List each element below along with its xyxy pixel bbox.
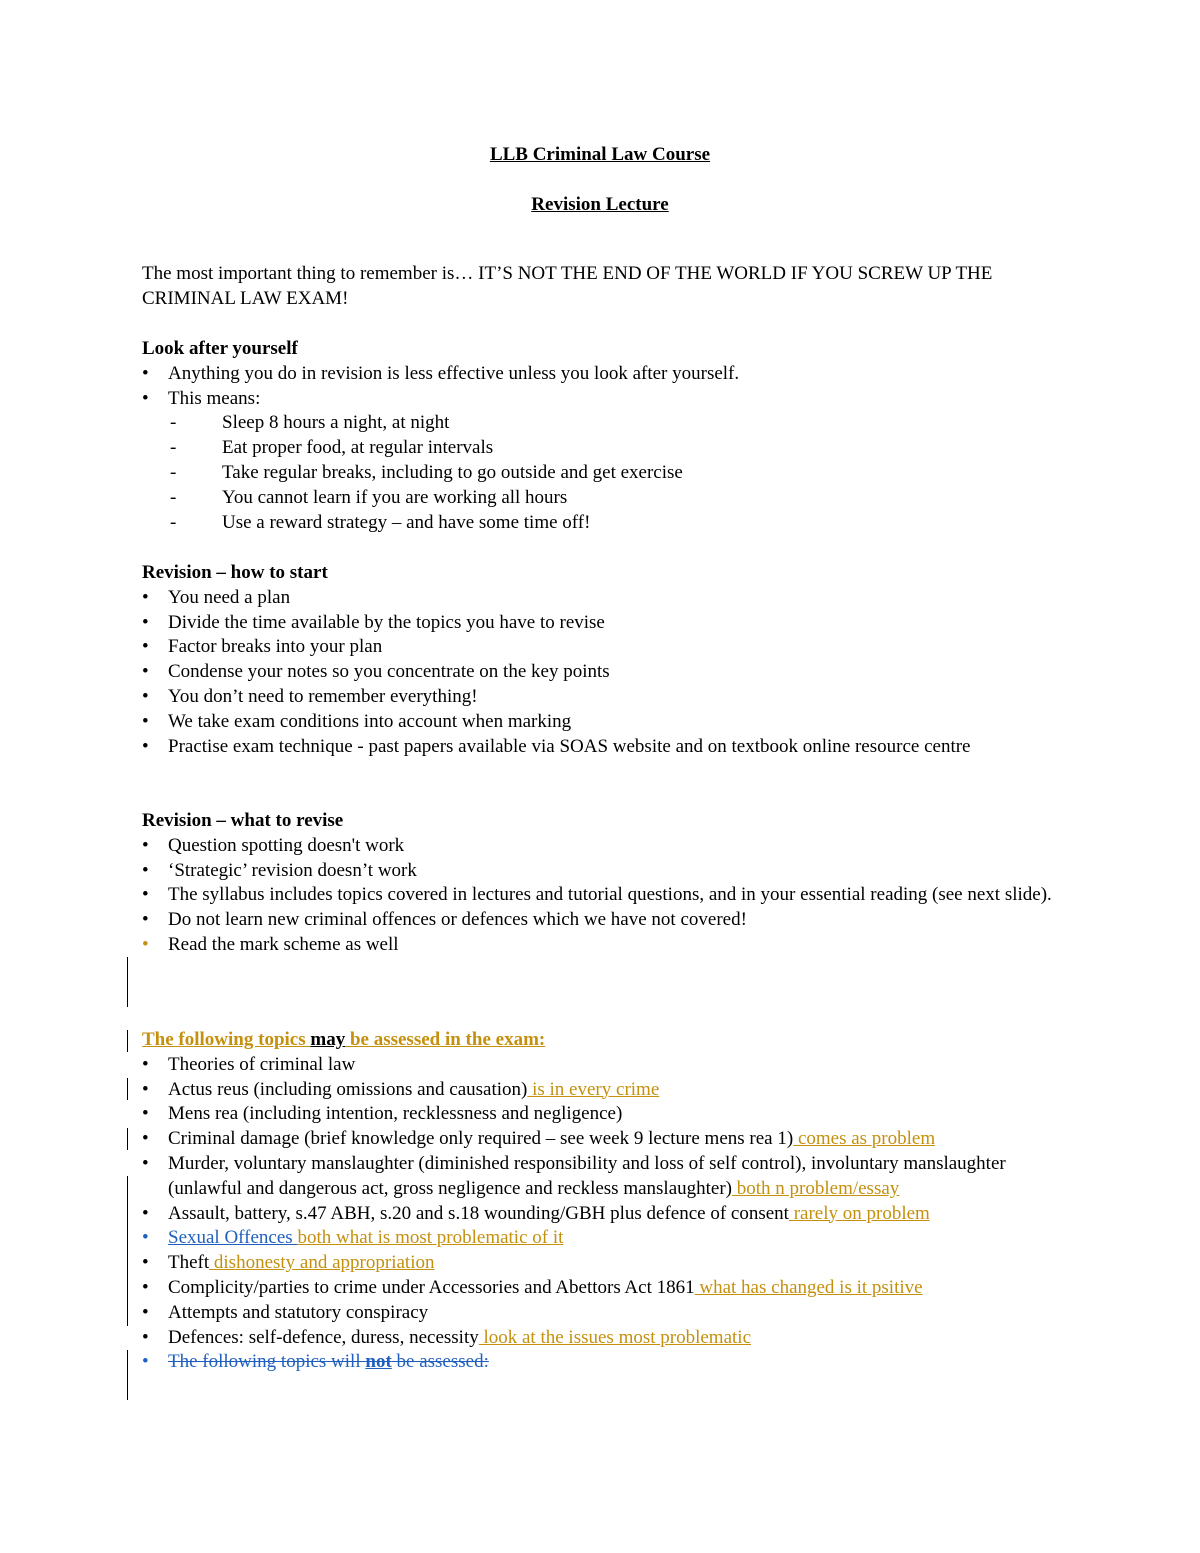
change-bar: [127, 957, 128, 1007]
list-item: • This means:: [142, 387, 1062, 412]
topics-heading-may: may: [310, 1029, 346, 1050]
bullet-list: [142, 362, 1062, 412]
topics-list: [142, 1053, 1062, 1375]
list-item: • Practise exam technique - past papers available via SOAS website and on textbook online resource centre: [142, 735, 1062, 760]
list-item: • Question spotting doesn't work: [142, 834, 1062, 859]
list-item: - Take regular breaks, including to go outside and get exercise: [142, 461, 1062, 486]
topic-item: • Attempts and statutory conspiracy: [142, 1301, 1062, 1326]
topic-item: • Defences: self-defence, duress, necessity look at the issues most problematic: [142, 1326, 1062, 1351]
tracked-comment: look at the issues most problematic: [478, 1326, 752, 1348]
list-item: • Divide the time available by the topics you have to revise: [142, 611, 1062, 636]
topic-item-struck: • The following topics will not be assessed:: [142, 1350, 1062, 1375]
change-bar: [127, 1030, 128, 1052]
list-item: • Condense your notes so you concentrate on the key points: [142, 660, 1062, 685]
tracked-comment: is in every crime: [527, 1078, 660, 1100]
tracked-comment: dishonesty and appropriation: [209, 1252, 435, 1274]
list-item: • We take exam conditions into account when marking: [142, 710, 1062, 735]
section-look-after: [142, 337, 1062, 535]
document-subtitle: Revision Lecture: [531, 194, 669, 215]
topic-item: • Mens rea (including intention, recklessness and negligence): [142, 1102, 1062, 1127]
list-item: - Use a reward strategy – and have some time off!: [142, 511, 1062, 536]
section-topics: [142, 1028, 1062, 1375]
dash-list: [142, 411, 1062, 535]
document-title: LLB Criminal Law Course: [489, 144, 711, 165]
tracked-comment: both n problem/essay: [732, 1177, 900, 1199]
bullet-list: [142, 586, 1062, 760]
topic-item: • Theories of criminal law: [142, 1053, 1062, 1078]
list-item: • You need a plan: [142, 586, 1062, 611]
topic-item: • Criminal damage (brief knowledge only required – see week 9 lecture mens rea 1) comes as problem: [142, 1127, 1062, 1152]
change-bar: [127, 1128, 128, 1150]
topics-heading: [142, 1028, 1062, 1053]
section-heading: Revision – what to revise: [142, 810, 344, 831]
change-bar: [127, 1176, 128, 1326]
topic-item: • Complicity/parties to crime under Accessories and Abettors Act 1861 what has changed is it psitive: [142, 1276, 1062, 1301]
topic-item: • Murder, voluntary manslaughter (diminished responsibility and loss of self control), involuntary manslaughter (unlawful and dangerous act, gross negligence and reckless manslaughter) both n problem/essay: [142, 1152, 1062, 1202]
list-item: • Read the mark scheme as well: [142, 933, 1062, 958]
list-item: • ‘Strategic’ revision doesn’t work: [142, 859, 1062, 884]
tracked-comment: both what is most problematic of it: [297, 1227, 564, 1249]
list-item: • You don’t need to remember everything!: [142, 685, 1062, 710]
topic-item: • Assault, battery, s.47 ABH, s.20 and s.18 wounding/GBH plus defence of consent rarely on problem: [142, 1202, 1062, 1227]
list-item: - You cannot learn if you are working all hours: [142, 486, 1062, 511]
topics-heading-part1: The following topics: [142, 1029, 311, 1050]
topics-heading-part2: be assessed in the exam:: [345, 1029, 546, 1050]
bullet-list: [142, 834, 1062, 958]
list-item: • Do not learn new criminal offences or defences which we have not covered!: [142, 908, 1062, 933]
change-bar: [127, 1350, 128, 1400]
topic-item-sexual-offences: • Sexual Offences both what is most problematic of it: [142, 1226, 1062, 1251]
list-item: - Eat proper food, at regular intervals: [142, 436, 1062, 461]
list-item: - Sleep 8 hours a night, at night: [142, 411, 1062, 436]
list-item: • Anything you do in revision is less effective unless you look after yourself.: [142, 362, 1062, 387]
tracked-comment: rarely on problem: [788, 1202, 930, 1224]
topic-item: • Theft dishonesty and appropriation: [142, 1251, 1062, 1276]
section-how-to-start: [142, 561, 1062, 759]
tracked-comment: what has changed is it psitive: [694, 1276, 923, 1298]
change-bar: [127, 1078, 128, 1100]
section-what-to-revise: [142, 809, 1062, 958]
list-item: • The syllabus includes topics covered in lectures and tutorial questions, and in your essential reading (see next slide).: [142, 883, 1062, 908]
list-item: • Factor breaks into your plan: [142, 635, 1062, 660]
section-heading: Revision – how to start: [142, 562, 328, 583]
topic-item: • Actus reus (including omissions and causation) is in every crime: [142, 1078, 1062, 1103]
section-heading: Look after yourself: [142, 338, 298, 359]
tracked-comment: comes as problem: [793, 1128, 936, 1150]
intro-paragraph: The most important thing to remember is… IT’S NOT THE END OF THE WORLD IF YOU SCREW UP THE CRIMINAL LAW EXAM!: [142, 263, 993, 309]
